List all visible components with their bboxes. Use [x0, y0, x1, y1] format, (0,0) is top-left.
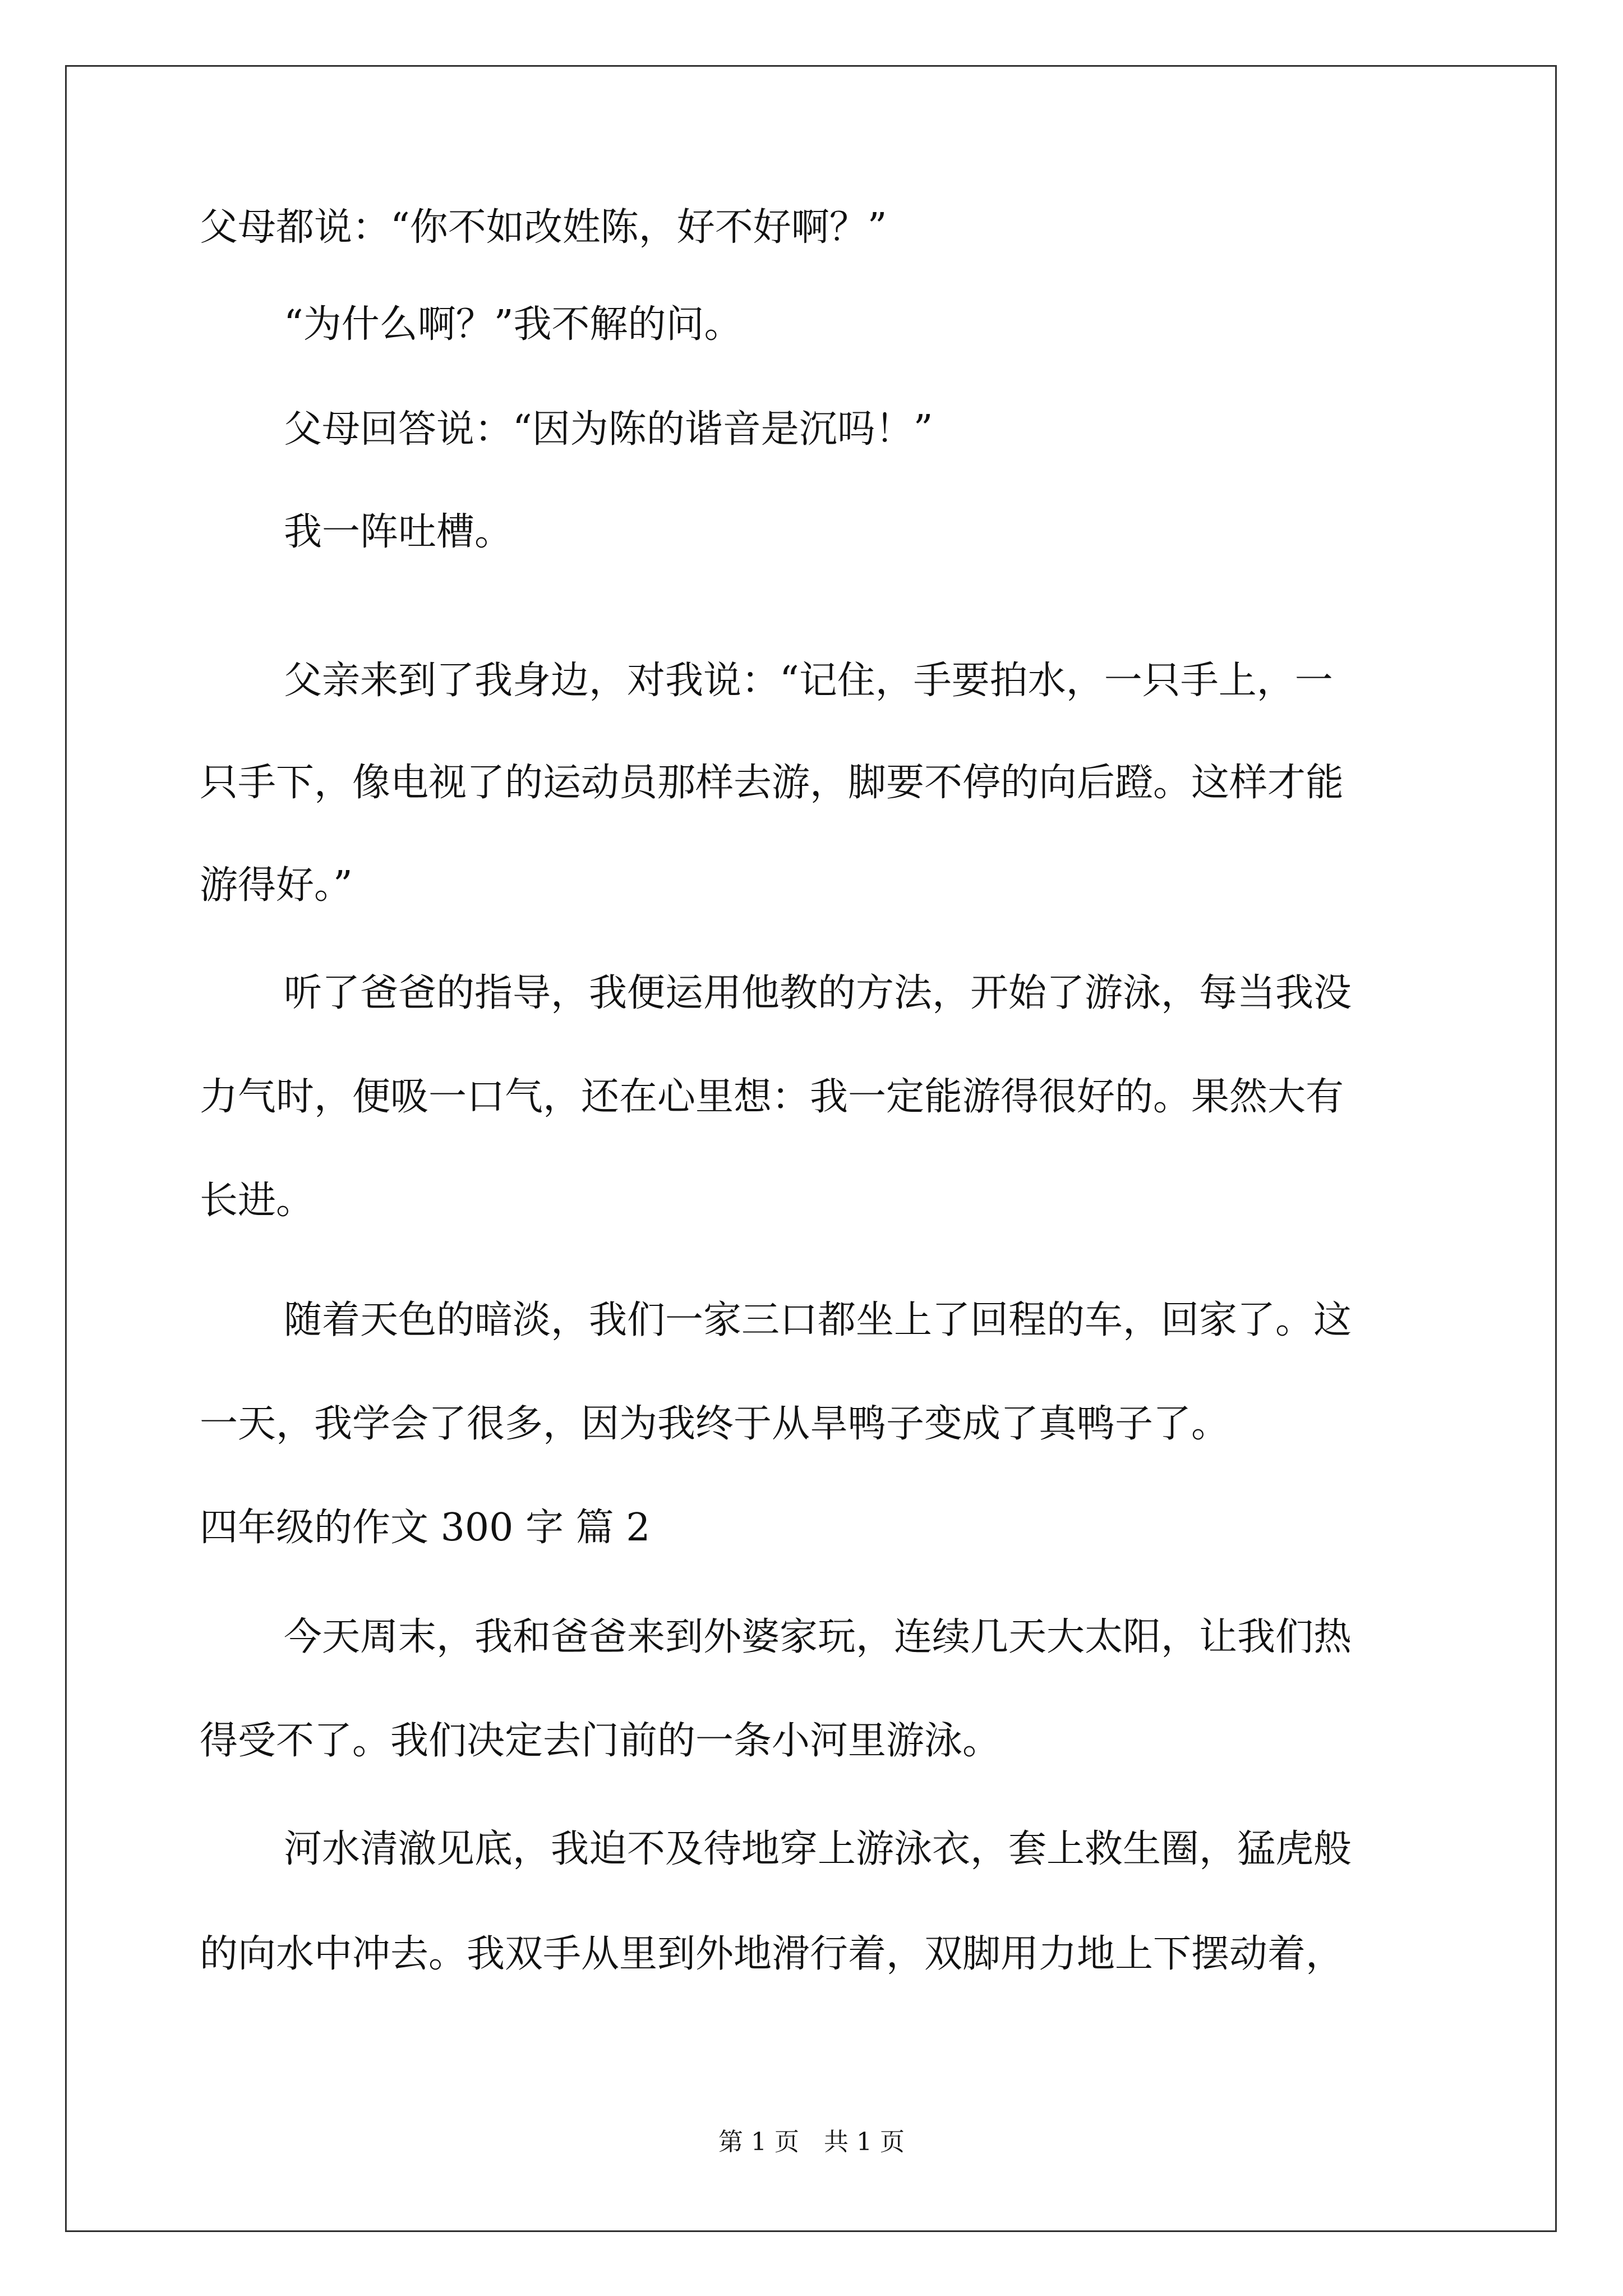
text-line: 一天，我学会了很多，因为我终于从旱鸭子变成了真鸭子了。: [200, 1402, 1230, 1446]
text-line: 父母都说：“你不如改姓陈，好不好啊？”: [200, 205, 887, 250]
text-line: 河水清澈见底，我迫不及待地穿上游泳衣，套上救生圈，猛虎般: [284, 1827, 1352, 1871]
text-line: 只手下，像电视了的运动员那样去游，脚要不停的向后蹬。这样才能: [200, 761, 1344, 805]
text-line: 随着天色的暗淡，我们一家三口都坐上了回程的车，回家了。这: [284, 1298, 1352, 1342]
text-line: 游得好。”: [200, 863, 353, 908]
text-line: 听了爸爸的指导，我便运用他教的方法，开始了游泳，每当我没: [284, 971, 1352, 1015]
page-footer: 第 1 页 共 1 页: [718, 2128, 905, 2156]
text-line: 得受不了。我们决定去门前的一条小河里游泳。: [200, 1719, 1001, 1763]
text-line: 我一阵吐槽。: [284, 510, 513, 554]
text-line: “为什么啊？”我不解的问。: [284, 302, 743, 347]
text-line: 父亲来到了我身边，对我说：“记住，手要拍水，一只手上，一: [284, 659, 1333, 703]
section-heading: 四年级的作文 300 字 篇 2: [200, 1506, 651, 1550]
text-line: 的向水中冲去。我双手从里到外地滑行着，双脚用力地上下摆动着，: [200, 1932, 1344, 1976]
text-line: 父母回答说：“因为陈的谐音是沉吗！”: [284, 407, 933, 452]
text-line: 长进。: [200, 1179, 315, 1223]
text-line: 今天周末，我和爸爸来到外婆家玩，连续几天大太阳，让我们热: [284, 1615, 1352, 1659]
text-line: 力气时，便吸一口气，还在心里想：我一定能游得很好的。果然大有: [200, 1075, 1344, 1119]
page-border: [65, 65, 1557, 2232]
